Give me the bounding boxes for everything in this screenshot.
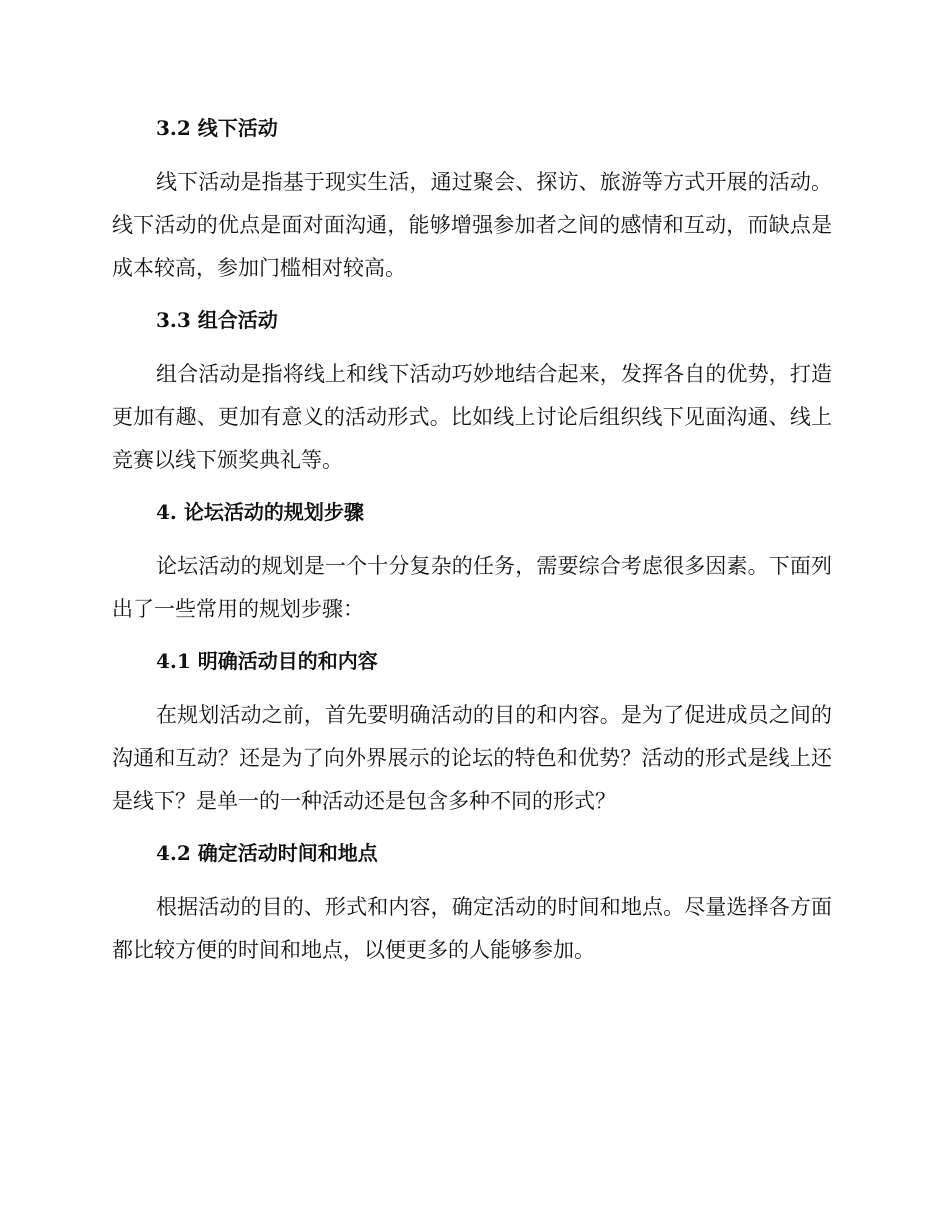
section-paragraph-4-2: 根据活动的目的、形式和内容，确定活动的时间和地点。尽量选择各方面都比较方便的时间和地点，以便更多的人能够参加。 [112,895,832,962]
section-paragraph-4-1: 在规划活动之前，首先要明确活动的目的和内容。是为了促进成员之间的沟通和互动？还是为了向外界展示的论坛的特色和优势？活动的形式是线上还是线下？是单一的一种活动还是包含多种不同的形式？ [112,703,832,813]
section-heading-4-2: 4.2 确定活动时间和地点 [156,841,378,865]
section-paragraph-4: 论坛活动的规划是一个十分复杂的任务，需要综合考虑很多因素。下面列出了一些常用的规划步骤： [112,554,832,621]
section-heading-4: 4. 论坛活动的规划步骤 [156,500,364,524]
section-paragraph-3-3: 组合活动是指将线上和线下活动巧妙地结合起来，发挥各自的优势，打造更加有趣、更加有意义的活动形式。比如线上讨论后组织线下见面沟通、线上竞赛以线下颁奖典礼等。 [112,362,832,472]
section-heading-4-1: 4.1 明确活动目的和内容 [156,649,378,673]
section-paragraph-3-2: 线下活动是指基于现实生活，通过聚会、探访、旅游等方式开展的活动。线下活动的优点是面对面沟通，能够增强参加者之间的感情和互动，而缺点是成本较高，参加门槛相对较高。 [112,170,832,280]
section-heading-3-3: 3.3 组合活动 [156,308,278,332]
document-body [112,107,832,972]
section-heading-3-2: 3.2 线下活动 [156,116,278,140]
